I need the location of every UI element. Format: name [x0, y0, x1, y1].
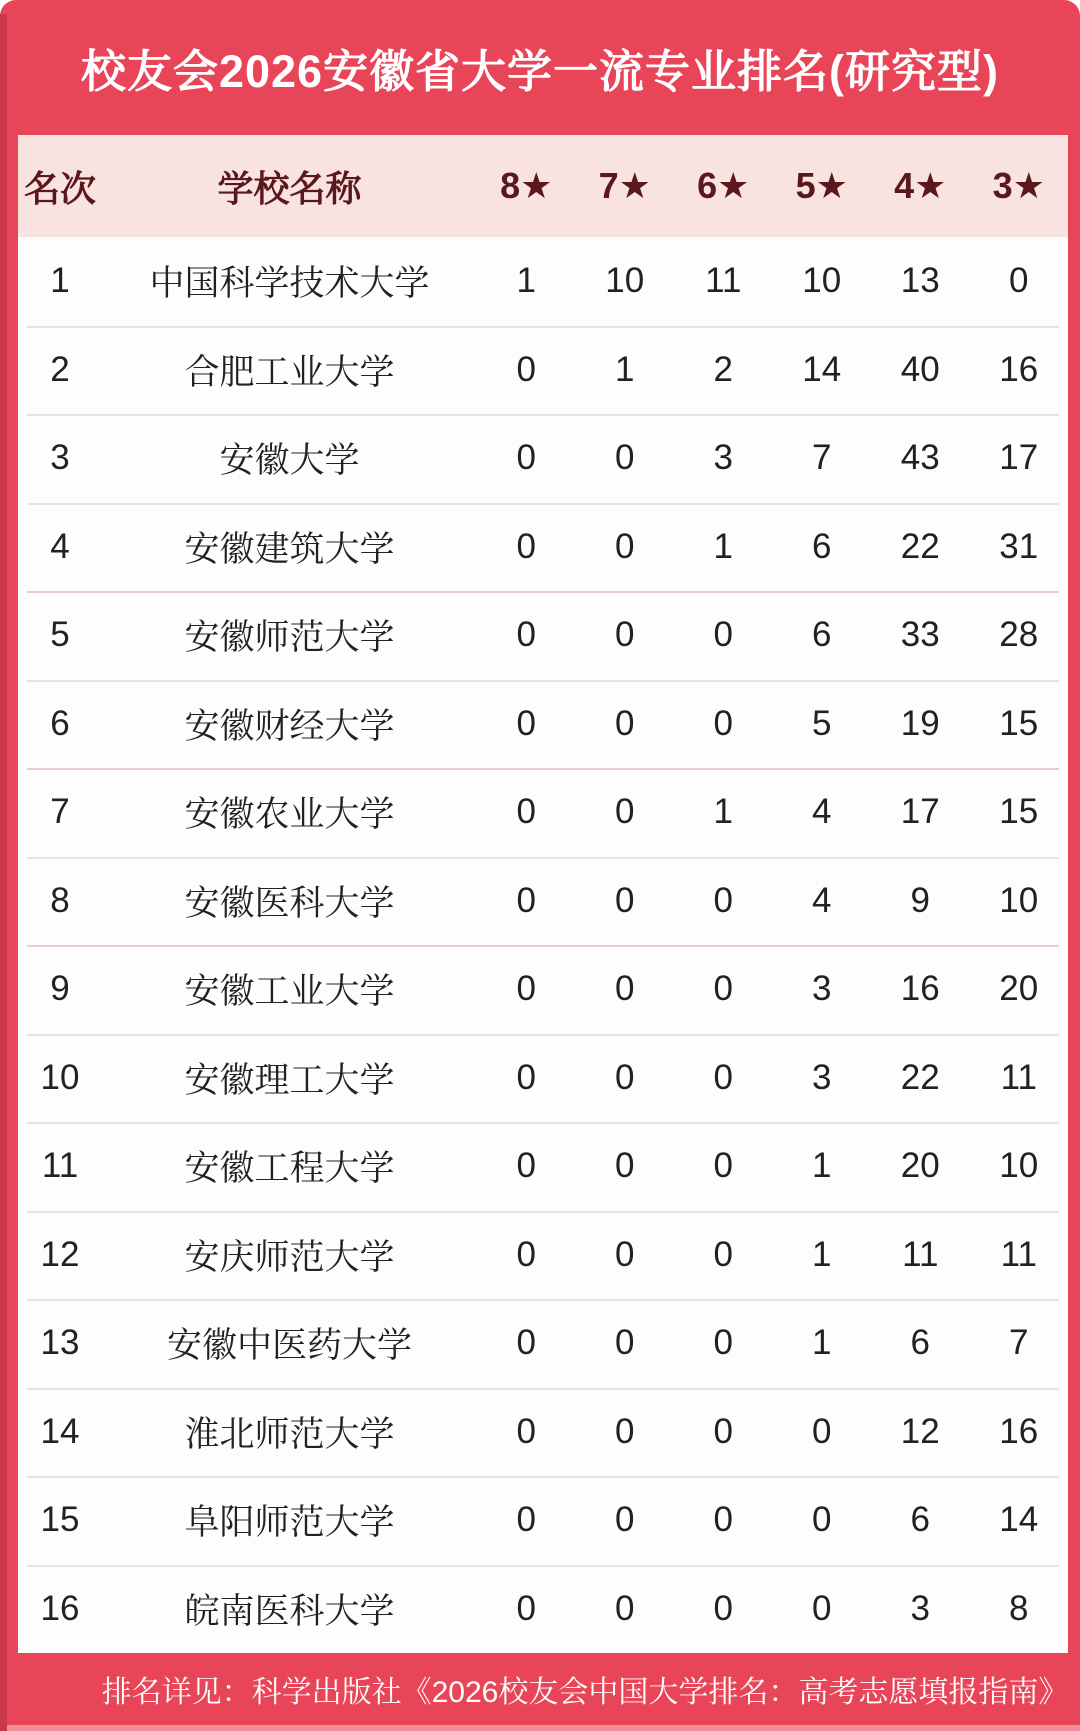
star3-count-cell: 20 [999, 969, 1039, 1009]
header-cell-5star: 5★ [795, 165, 848, 206]
table-row [18, 857, 1068, 946]
rank-cell: 9 [50, 969, 70, 1009]
star3-count-cell: 11 [1000, 1234, 1037, 1274]
table-row [18, 1034, 1068, 1123]
star3-count-cell: 7 [1009, 1323, 1029, 1363]
table-body [18, 237, 1068, 1653]
school-name-cell: 中国科学技术大学 [149, 264, 430, 304]
rank-cell: 16 [40, 1588, 80, 1628]
star3-count-cell: 28 [999, 615, 1039, 655]
star8-count-cell: 0 [516, 615, 536, 655]
star3-count-cell: 15 [999, 792, 1039, 832]
footer-banner [0, 1653, 1080, 1725]
star4-count-cell: 20 [900, 1146, 940, 1186]
star6-count-cell: 0 [713, 1146, 733, 1186]
star3-count-cell: 15 [999, 703, 1039, 743]
bottom-edge-strip [0, 1725, 1080, 1731]
rank-cell: 8 [50, 880, 70, 920]
rank-cell: 11 [41, 1146, 79, 1186]
star8-count-cell: 0 [516, 526, 536, 566]
rank-cell: 7 [50, 792, 70, 832]
star6-count-cell: 0 [713, 1588, 733, 1628]
school-name-cell: 安徽农业大学 [184, 795, 395, 835]
school-name-cell: 皖南医科大学 [184, 1591, 395, 1631]
star7-count-cell: 0 [615, 880, 635, 920]
header-cell-8star: 8★ [500, 165, 553, 206]
star3-count-cell: 14 [999, 1500, 1039, 1540]
star4-count-cell: 17 [900, 792, 940, 832]
school-name-cell: 合肥工业大学 [184, 352, 395, 392]
star6-count-cell: 2 [713, 349, 733, 389]
header-cell-7star: 7★ [598, 165, 651, 206]
star3-count-cell: 31 [999, 526, 1039, 566]
school-name-cell: 安徽理工大学 [184, 1060, 395, 1100]
star5-count-cell: 0 [812, 1588, 832, 1628]
star7-count-cell: 0 [615, 438, 635, 478]
star6-count-cell: 0 [713, 1234, 733, 1274]
star4-count-cell: 43 [900, 438, 940, 478]
star8-count-cell: 0 [516, 1500, 536, 1540]
star4-count-cell: 13 [900, 261, 940, 301]
star7-count-cell: 0 [615, 969, 635, 1009]
star3-count-cell: 0 [1009, 261, 1029, 301]
star8-count-cell: 0 [516, 1588, 536, 1628]
star4-count-cell: 9 [910, 880, 930, 920]
table-header-row [18, 135, 1068, 237]
star4-count-cell: 16 [900, 969, 940, 1009]
rank-cell: 12 [40, 1234, 80, 1274]
star8-count-cell: 0 [516, 880, 536, 920]
school-name-cell: 安徽师范大学 [184, 618, 395, 658]
star8-count-cell: 0 [516, 349, 536, 389]
star5-count-cell: 4 [812, 880, 832, 920]
star5-count-cell: 0 [812, 1411, 832, 1451]
star7-count-cell: 0 [615, 526, 635, 566]
star6-count-cell: 0 [713, 703, 733, 743]
star8-count-cell: 0 [516, 969, 536, 1009]
table-row [18, 326, 1068, 415]
left-edge-shadow [0, 14, 7, 1731]
star7-count-cell: 0 [615, 1323, 635, 1363]
table-row [18, 945, 1068, 1034]
star7-count-cell: 0 [615, 703, 635, 743]
star8-count-cell: 1 [516, 261, 536, 301]
star5-count-cell: 5 [812, 703, 832, 743]
star4-count-cell: 19 [900, 703, 940, 743]
star5-count-cell: 3 [812, 969, 832, 1009]
star5-count-cell: 1 [812, 1234, 832, 1274]
rank-cell: 3 [50, 438, 70, 478]
star6-count-cell: 1 [713, 792, 733, 832]
header-cell-school: 学校名称 [217, 167, 362, 209]
table-row [18, 768, 1068, 857]
star3-count-cell: 10 [999, 880, 1039, 920]
table-row [18, 414, 1068, 503]
star5-count-cell: 6 [812, 526, 832, 566]
star3-count-cell: 8 [1009, 1588, 1029, 1628]
star6-count-cell: 0 [713, 615, 733, 655]
table-row [18, 1565, 1068, 1654]
star6-count-cell: 0 [713, 1500, 733, 1540]
rank-cell: 15 [40, 1500, 80, 1540]
star4-count-cell: 12 [900, 1411, 940, 1451]
star4-count-cell: 22 [900, 526, 940, 566]
school-name-cell: 安徽财经大学 [184, 706, 395, 746]
rank-cell: 13 [40, 1323, 80, 1363]
school-name-cell: 安徽工业大学 [184, 972, 395, 1012]
table-zone [0, 135, 1080, 1653]
star8-count-cell: 0 [516, 792, 536, 832]
star7-count-cell: 0 [615, 615, 635, 655]
star6-count-cell: 11 [705, 261, 742, 301]
star8-count-cell: 0 [516, 1234, 536, 1274]
rank-cell: 2 [50, 349, 70, 389]
school-name-cell: 安庆师范大学 [184, 1237, 395, 1277]
school-name-cell: 安徽医科大学 [184, 883, 395, 923]
star5-count-cell: 14 [802, 349, 842, 389]
star7-count-cell: 0 [615, 1146, 635, 1186]
table-row [18, 591, 1068, 680]
star6-count-cell: 0 [713, 1057, 733, 1097]
title-banner [0, 0, 1080, 135]
school-name-cell: 阜阳师范大学 [184, 1503, 395, 1543]
star3-count-cell: 16 [999, 349, 1039, 389]
rank-cell: 10 [40, 1057, 80, 1097]
star6-count-cell: 0 [713, 1411, 733, 1451]
table-row [18, 1388, 1068, 1477]
rank-cell: 1 [50, 261, 70, 301]
star7-count-cell: 0 [615, 1234, 635, 1274]
table-row [18, 680, 1068, 769]
rank-cell: 14 [40, 1411, 80, 1451]
star4-count-cell: 3 [910, 1588, 930, 1628]
star7-count-cell: 0 [615, 1500, 635, 1540]
table-row [18, 1476, 1068, 1565]
school-name-cell: 安徽工程大学 [184, 1149, 395, 1189]
star6-count-cell: 1 [713, 526, 733, 566]
star5-count-cell: 6 [812, 615, 832, 655]
star8-count-cell: 0 [516, 1057, 536, 1097]
star5-count-cell: 10 [802, 261, 842, 301]
star6-count-cell: 0 [713, 880, 733, 920]
rank-cell: 6 [50, 703, 70, 743]
rank-cell: 4 [50, 526, 70, 566]
star4-count-cell: 22 [900, 1057, 940, 1097]
star5-count-cell: 1 [812, 1146, 832, 1186]
star4-count-cell: 33 [900, 615, 940, 655]
star8-count-cell: 0 [516, 703, 536, 743]
star7-count-cell: 0 [615, 1588, 635, 1628]
star7-count-cell: 0 [615, 1057, 635, 1097]
star3-count-cell: 10 [999, 1146, 1039, 1186]
star5-count-cell: 4 [812, 792, 832, 832]
star7-count-cell: 0 [615, 792, 635, 832]
star8-count-cell: 0 [516, 1146, 536, 1186]
star4-count-cell: 6 [910, 1500, 930, 1540]
star4-count-cell: 40 [900, 349, 940, 389]
school-name-cell: 淮北师范大学 [184, 1414, 395, 1454]
table-row [18, 503, 1068, 592]
header-cell-3star: 3★ [992, 165, 1045, 206]
star6-count-cell: 3 [713, 438, 733, 478]
star6-count-cell: 0 [713, 1323, 733, 1363]
star4-count-cell: 11 [902, 1234, 939, 1274]
school-name-cell: 安徽建筑大学 [184, 529, 395, 569]
school-name-cell: 安徽大学 [219, 441, 360, 481]
table-row [18, 1299, 1068, 1388]
star7-count-cell: 0 [615, 1411, 635, 1451]
ranking-table [18, 135, 1068, 1653]
star5-count-cell: 7 [812, 438, 832, 478]
page-title: 校友会2026安徽省大学一流专业排名(研究型) [80, 46, 1000, 97]
table-row [18, 1122, 1068, 1211]
header-cell-4star: 4★ [894, 165, 947, 206]
star6-count-cell: 0 [713, 969, 733, 1009]
footer-note: 排名详见：科学出版社《2026校友会中国大学排名：高考志愿填报指南》 [101, 1676, 1069, 1709]
school-name-cell: 安徽中医药大学 [166, 1326, 412, 1366]
star7-count-cell: 10 [605, 261, 645, 301]
header-cell-rank: 名次 [23, 167, 96, 209]
star3-count-cell: 11 [1000, 1057, 1037, 1097]
star5-count-cell: 0 [812, 1500, 832, 1540]
star3-count-cell: 16 [999, 1411, 1039, 1451]
star5-count-cell: 3 [812, 1057, 832, 1097]
header-cell-6star: 6★ [697, 165, 750, 206]
star4-count-cell: 6 [910, 1323, 930, 1363]
star8-count-cell: 0 [516, 438, 536, 478]
star8-count-cell: 0 [516, 1323, 536, 1363]
rank-cell: 5 [50, 615, 70, 655]
star5-count-cell: 1 [812, 1323, 832, 1363]
star7-count-cell: 1 [615, 349, 635, 389]
star8-count-cell: 0 [516, 1411, 536, 1451]
table-row [18, 237, 1068, 326]
table-row [18, 1211, 1068, 1300]
star3-count-cell: 17 [999, 438, 1039, 478]
